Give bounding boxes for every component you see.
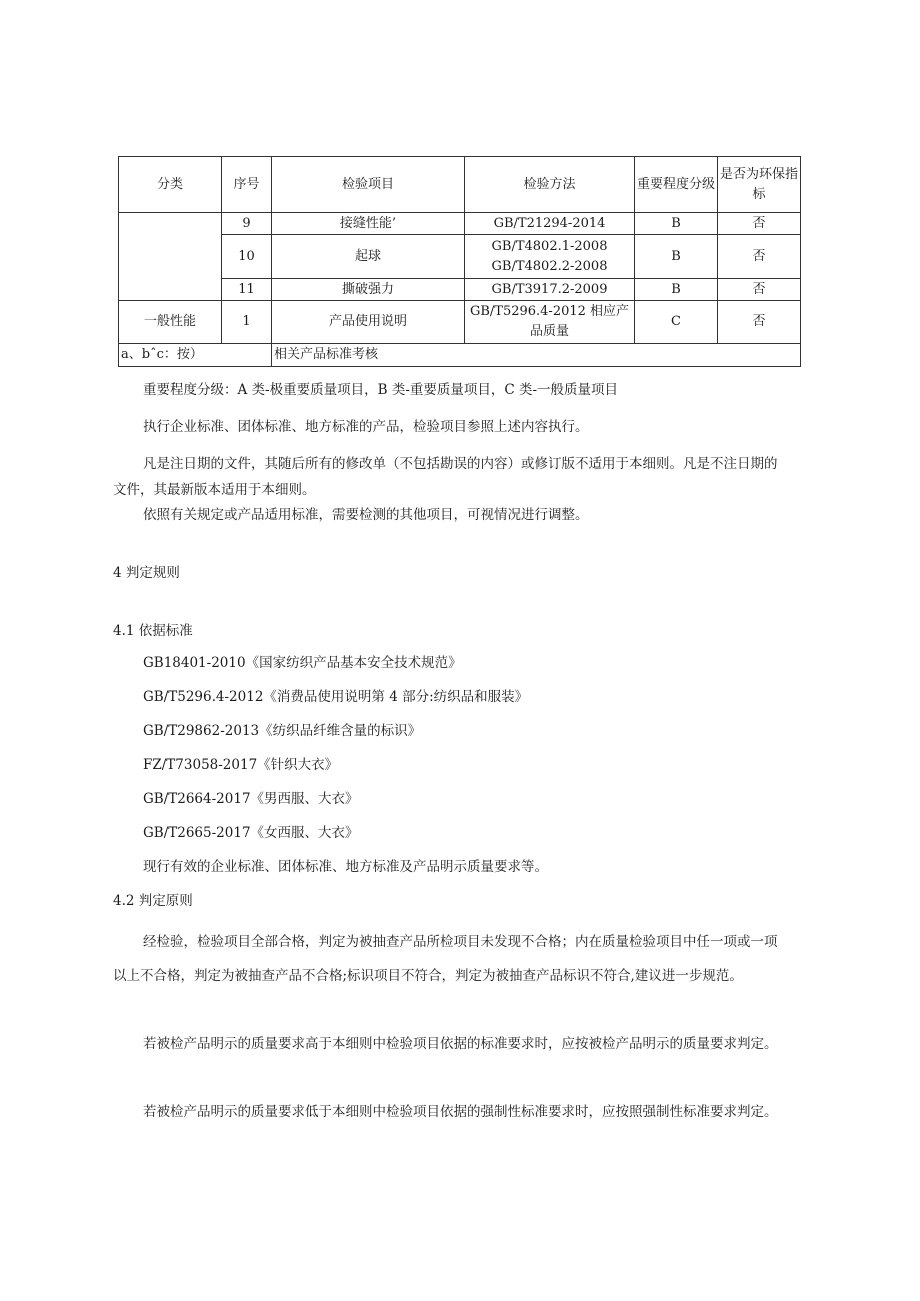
table-row [119,235,801,279]
method-cell: GB/T5296.4-2012 相应产品质量 [465,301,635,344]
standard-item: GB/T29862-2013《纺织品纤维含量的标识》 [143,723,422,739]
dated-refs-note: 凡是注日期的文件，其随后所有的修改单（不包括勘误的内容）或修订版不适用于本细则。凡是不注日期的文件，其最新版本适用于本细则。 [113,456,778,498]
other-items-note: 依照有关规定或产品适用标准，需要检测的其他项目，可视情况进行调整。 [143,507,589,523]
header-item: 检验项目 [272,157,465,213]
header-method: 检验方法 [465,157,635,213]
standard-item: GB/T2665-2017《女西服、大衣》 [143,825,359,841]
importance-cell: B [635,213,718,235]
section-4-2-title: 4.2 判定原则 [113,893,193,909]
importance-cell: C [635,301,718,344]
importance-cell: B [635,235,718,279]
standard-item: GB/T2664-2017《男西服、大衣》 [143,791,359,807]
item-cell: 接缝性能’ [272,213,465,235]
method-cell: GB/T21294-2014 [465,213,635,235]
principle-paragraph: 经检验，检验项目全部合格，判定为被抽查产品所检项目未发现不合格；内在质量检验项目中任一项或一项以上不合格，判定为被抽查产品不合格;标识项目不符合，判定为被抽查产品标识不符合,建议进一步规范。 [113,934,778,984]
header-category: 分类 [119,157,222,213]
eco-cell: 否 [718,301,801,344]
footnote-label: a、bˆc：按） [119,344,272,367]
header-seq: 序号 [222,157,272,213]
standard-item: GB/T5296.4-2012《消费品使用说明第 4 部分:纺织品和服装》 [143,689,529,705]
seq-cell: 11 [222,279,272,301]
principle-paragraph: 若被检产品明示的质量要求低于本细则中检验项目依据的强制性标准要求时，应按照强制性标准要求判定。 [143,1104,778,1120]
item-cell: 起球 [272,235,465,279]
header-importance: 重要程度分级 [635,157,718,213]
category-cell: 一般性能 [119,301,222,344]
eco-cell: 否 [718,279,801,301]
seq-cell: 9 [222,213,272,235]
header-eco: 是否为环保指标 [718,157,801,213]
method-line: GB/T4802.1-2008 [491,238,608,254]
item-cell: 产品使用说明 [272,301,465,344]
enterprise-note: 执行企业标准、团体标准、地方标准的产品，检验项目参照上述内容执行。 [143,419,589,435]
section-4-1-title: 4.1 依据标准 [113,623,193,639]
category-cell-empty [119,213,222,301]
section-4-title: 4 判定规则 [113,565,180,581]
standard-item: FZ/T73058-2017《针织大衣》 [143,757,339,773]
grading-note: 重要程度分级：A 类-极重要质量项目，B 类-重要质量项目，C 类-一般质量项目 [143,382,619,398]
inspection-table [118,156,801,367]
importance-cell: B [635,279,718,301]
table-row [119,213,801,235]
table-row [119,301,801,344]
standard-item: GB18401-2010《国家纺织产品基本安全技术规范》 [143,655,462,671]
table-header-row [119,157,801,213]
method-line: GB/T4802.2-2008 [491,258,608,274]
principle-paragraph: 若被检产品明示的质量要求高于本细则中检验项目依据的标准要求时，应按被检产品明示的质量要求判定。 [143,1036,778,1052]
eco-cell: 否 [718,213,801,235]
footnote-text: 相关产品标准考核 [272,344,801,367]
seq-cell: 10 [222,235,272,279]
seq-cell: 1 [222,301,272,344]
method-cell [465,235,635,279]
item-cell: 撕破强力 [272,279,465,301]
standard-item: 现行有效的企业标准、团体标准、地方标准及产品明示质量要求等。 [143,859,548,875]
method-cell: GB/T3917.2-2009 [465,279,635,301]
table-footnote-row [119,344,801,367]
table-row [119,279,801,301]
eco-cell: 否 [718,235,801,279]
